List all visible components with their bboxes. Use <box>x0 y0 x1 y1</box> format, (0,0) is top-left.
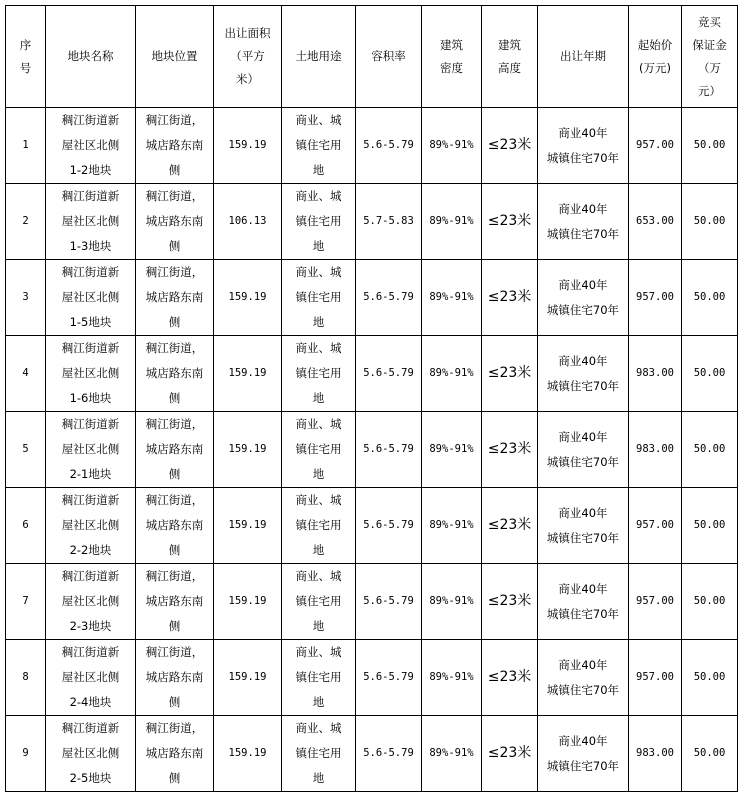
cell-price: 983.00 <box>629 716 682 792</box>
cell-density: 89%-91% <box>422 716 482 792</box>
header-term: 出让年期 <box>538 6 629 108</box>
header-row <box>6 6 738 108</box>
cell-price: 957.00 <box>629 640 682 716</box>
cell-deposit: 50.00 <box>682 184 738 260</box>
header-height: 建筑 高度 <box>482 6 538 108</box>
cell-area: 159.19 <box>214 716 282 792</box>
cell-far: 5.6-5.79 <box>356 716 422 792</box>
cell-name: 稠江街道新 屋社区北侧 1-5地块 <box>46 260 136 336</box>
cell-far: 5.7-5.83 <box>356 184 422 260</box>
cell-height: ≤23米 <box>482 716 538 792</box>
cell-term: 商业40年 城镇住宅70年 <box>538 108 629 184</box>
cell-name: 稠江街道新 屋社区北侧 2-1地块 <box>46 412 136 488</box>
header-area: 出让面积 （平方 米） <box>214 6 282 108</box>
land-parcel-table <box>5 5 738 792</box>
cell-term: 商业40年 城镇住宅70年 <box>538 260 629 336</box>
cell-area: 159.19 <box>214 488 282 564</box>
cell-price: 653.00 <box>629 184 682 260</box>
cell-name: 稠江街道新 屋社区北侧 2-5地块 <box>46 716 136 792</box>
cell-use: 商业、城 镇住宅用 地 <box>282 640 356 716</box>
cell-term: 商业40年 城镇住宅70年 <box>538 716 629 792</box>
cell-height: ≤23米 <box>482 260 538 336</box>
cell-price: 957.00 <box>629 260 682 336</box>
cell-seq: 8 <box>6 640 46 716</box>
cell-seq: 2 <box>6 184 46 260</box>
cell-far: 5.6-5.79 <box>356 260 422 336</box>
table-row <box>6 564 738 640</box>
cell-name: 稠江街道新 屋社区北侧 1-6地块 <box>46 336 136 412</box>
cell-name: 稠江街道新 屋社区北侧 1-3地块 <box>46 184 136 260</box>
header-seq: 序 号 <box>6 6 46 108</box>
cell-term: 商业40年 城镇住宅70年 <box>538 412 629 488</box>
cell-price: 957.00 <box>629 564 682 640</box>
cell-deposit: 50.00 <box>682 108 738 184</box>
cell-term: 商业40年 城镇住宅70年 <box>538 336 629 412</box>
cell-name: 稠江街道新 屋社区北侧 2-2地块 <box>46 488 136 564</box>
table-row <box>6 488 738 564</box>
cell-deposit: 50.00 <box>682 716 738 792</box>
cell-density: 89%-91% <box>422 184 482 260</box>
table-row <box>6 716 738 792</box>
cell-location: 稠江街道， 城店路东南 侧 <box>136 260 214 336</box>
header-deposit: 竞买 保证金 （万 元） <box>682 6 738 108</box>
cell-location: 稠江街道， 城店路东南 侧 <box>136 108 214 184</box>
cell-location: 稠江街道， 城店路东南 侧 <box>136 564 214 640</box>
header-far: 容积率 <box>356 6 422 108</box>
cell-height: ≤23米 <box>482 412 538 488</box>
cell-use: 商业、城 镇住宅用 地 <box>282 488 356 564</box>
cell-density: 89%-91% <box>422 260 482 336</box>
cell-use: 商业、城 镇住宅用 地 <box>282 336 356 412</box>
cell-name: 稠江街道新 屋社区北侧 1-2地块 <box>46 108 136 184</box>
table-row <box>6 336 738 412</box>
cell-far: 5.6-5.79 <box>356 564 422 640</box>
cell-deposit: 50.00 <box>682 640 738 716</box>
cell-seq: 7 <box>6 564 46 640</box>
cell-use: 商业、城 镇住宅用 地 <box>282 564 356 640</box>
cell-deposit: 50.00 <box>682 564 738 640</box>
table-row <box>6 184 738 260</box>
cell-far: 5.6-5.79 <box>356 108 422 184</box>
cell-location: 稠江街道， 城店路东南 侧 <box>136 412 214 488</box>
header-price: 起始价 (万元) <box>629 6 682 108</box>
cell-far: 5.6-5.79 <box>356 336 422 412</box>
cell-density: 89%-91% <box>422 640 482 716</box>
cell-location: 稠江街道， 城店路东南 侧 <box>136 336 214 412</box>
cell-far: 5.6-5.79 <box>356 412 422 488</box>
cell-area: 159.19 <box>214 640 282 716</box>
cell-height: ≤23米 <box>482 336 538 412</box>
cell-price: 957.00 <box>629 488 682 564</box>
cell-density: 89%-91% <box>422 564 482 640</box>
cell-name: 稠江街道新 屋社区北侧 2-3地块 <box>46 564 136 640</box>
cell-price: 983.00 <box>629 412 682 488</box>
cell-deposit: 50.00 <box>682 488 738 564</box>
cell-density: 89%-91% <box>422 488 482 564</box>
cell-term: 商业40年 城镇住宅70年 <box>538 184 629 260</box>
header-use: 土地用途 <box>282 6 356 108</box>
cell-use: 商业、城 镇住宅用 地 <box>282 260 356 336</box>
cell-seq: 6 <box>6 488 46 564</box>
cell-price: 983.00 <box>629 336 682 412</box>
cell-height: ≤23米 <box>482 184 538 260</box>
cell-height: ≤23米 <box>482 640 538 716</box>
cell-area: 159.19 <box>214 108 282 184</box>
cell-term: 商业40年 城镇住宅70年 <box>538 564 629 640</box>
cell-price: 957.00 <box>629 108 682 184</box>
cell-location: 稠江街道， 城店路东南 侧 <box>136 488 214 564</box>
cell-use: 商业、城 镇住宅用 地 <box>282 184 356 260</box>
cell-area: 159.19 <box>214 564 282 640</box>
cell-far: 5.6-5.79 <box>356 488 422 564</box>
cell-density: 89%-91% <box>422 108 482 184</box>
cell-deposit: 50.00 <box>682 336 738 412</box>
cell-use: 商业、城 镇住宅用 地 <box>282 108 356 184</box>
table-row <box>6 412 738 488</box>
header-location: 地块位置 <box>136 6 214 108</box>
cell-location: 稠江街道， 城店路东南 侧 <box>136 640 214 716</box>
cell-use: 商业、城 镇住宅用 地 <box>282 716 356 792</box>
cell-location: 稠江街道， 城店路东南 侧 <box>136 716 214 792</box>
header-density: 建筑 密度 <box>422 6 482 108</box>
cell-location: 稠江街道， 城店路东南 侧 <box>136 184 214 260</box>
cell-seq: 9 <box>6 716 46 792</box>
cell-area: 159.19 <box>214 260 282 336</box>
table-row <box>6 260 738 336</box>
cell-deposit: 50.00 <box>682 412 738 488</box>
cell-seq: 4 <box>6 336 46 412</box>
cell-term: 商业40年 城镇住宅70年 <box>538 640 629 716</box>
table-row <box>6 640 738 716</box>
cell-far: 5.6-5.79 <box>356 640 422 716</box>
cell-seq: 1 <box>6 108 46 184</box>
cell-height: ≤23米 <box>482 488 538 564</box>
cell-area: 159.19 <box>214 336 282 412</box>
cell-area: 106.13 <box>214 184 282 260</box>
cell-deposit: 50.00 <box>682 260 738 336</box>
header-name: 地块名称 <box>46 6 136 108</box>
cell-name: 稠江街道新 屋社区北侧 2-4地块 <box>46 640 136 716</box>
cell-area: 159.19 <box>214 412 282 488</box>
cell-height: ≤23米 <box>482 108 538 184</box>
cell-density: 89%-91% <box>422 412 482 488</box>
cell-seq: 5 <box>6 412 46 488</box>
cell-density: 89%-91% <box>422 336 482 412</box>
cell-seq: 3 <box>6 260 46 336</box>
table-row <box>6 108 738 184</box>
cell-height: ≤23米 <box>482 564 538 640</box>
cell-term: 商业40年 城镇住宅70年 <box>538 488 629 564</box>
cell-use: 商业、城 镇住宅用 地 <box>282 412 356 488</box>
